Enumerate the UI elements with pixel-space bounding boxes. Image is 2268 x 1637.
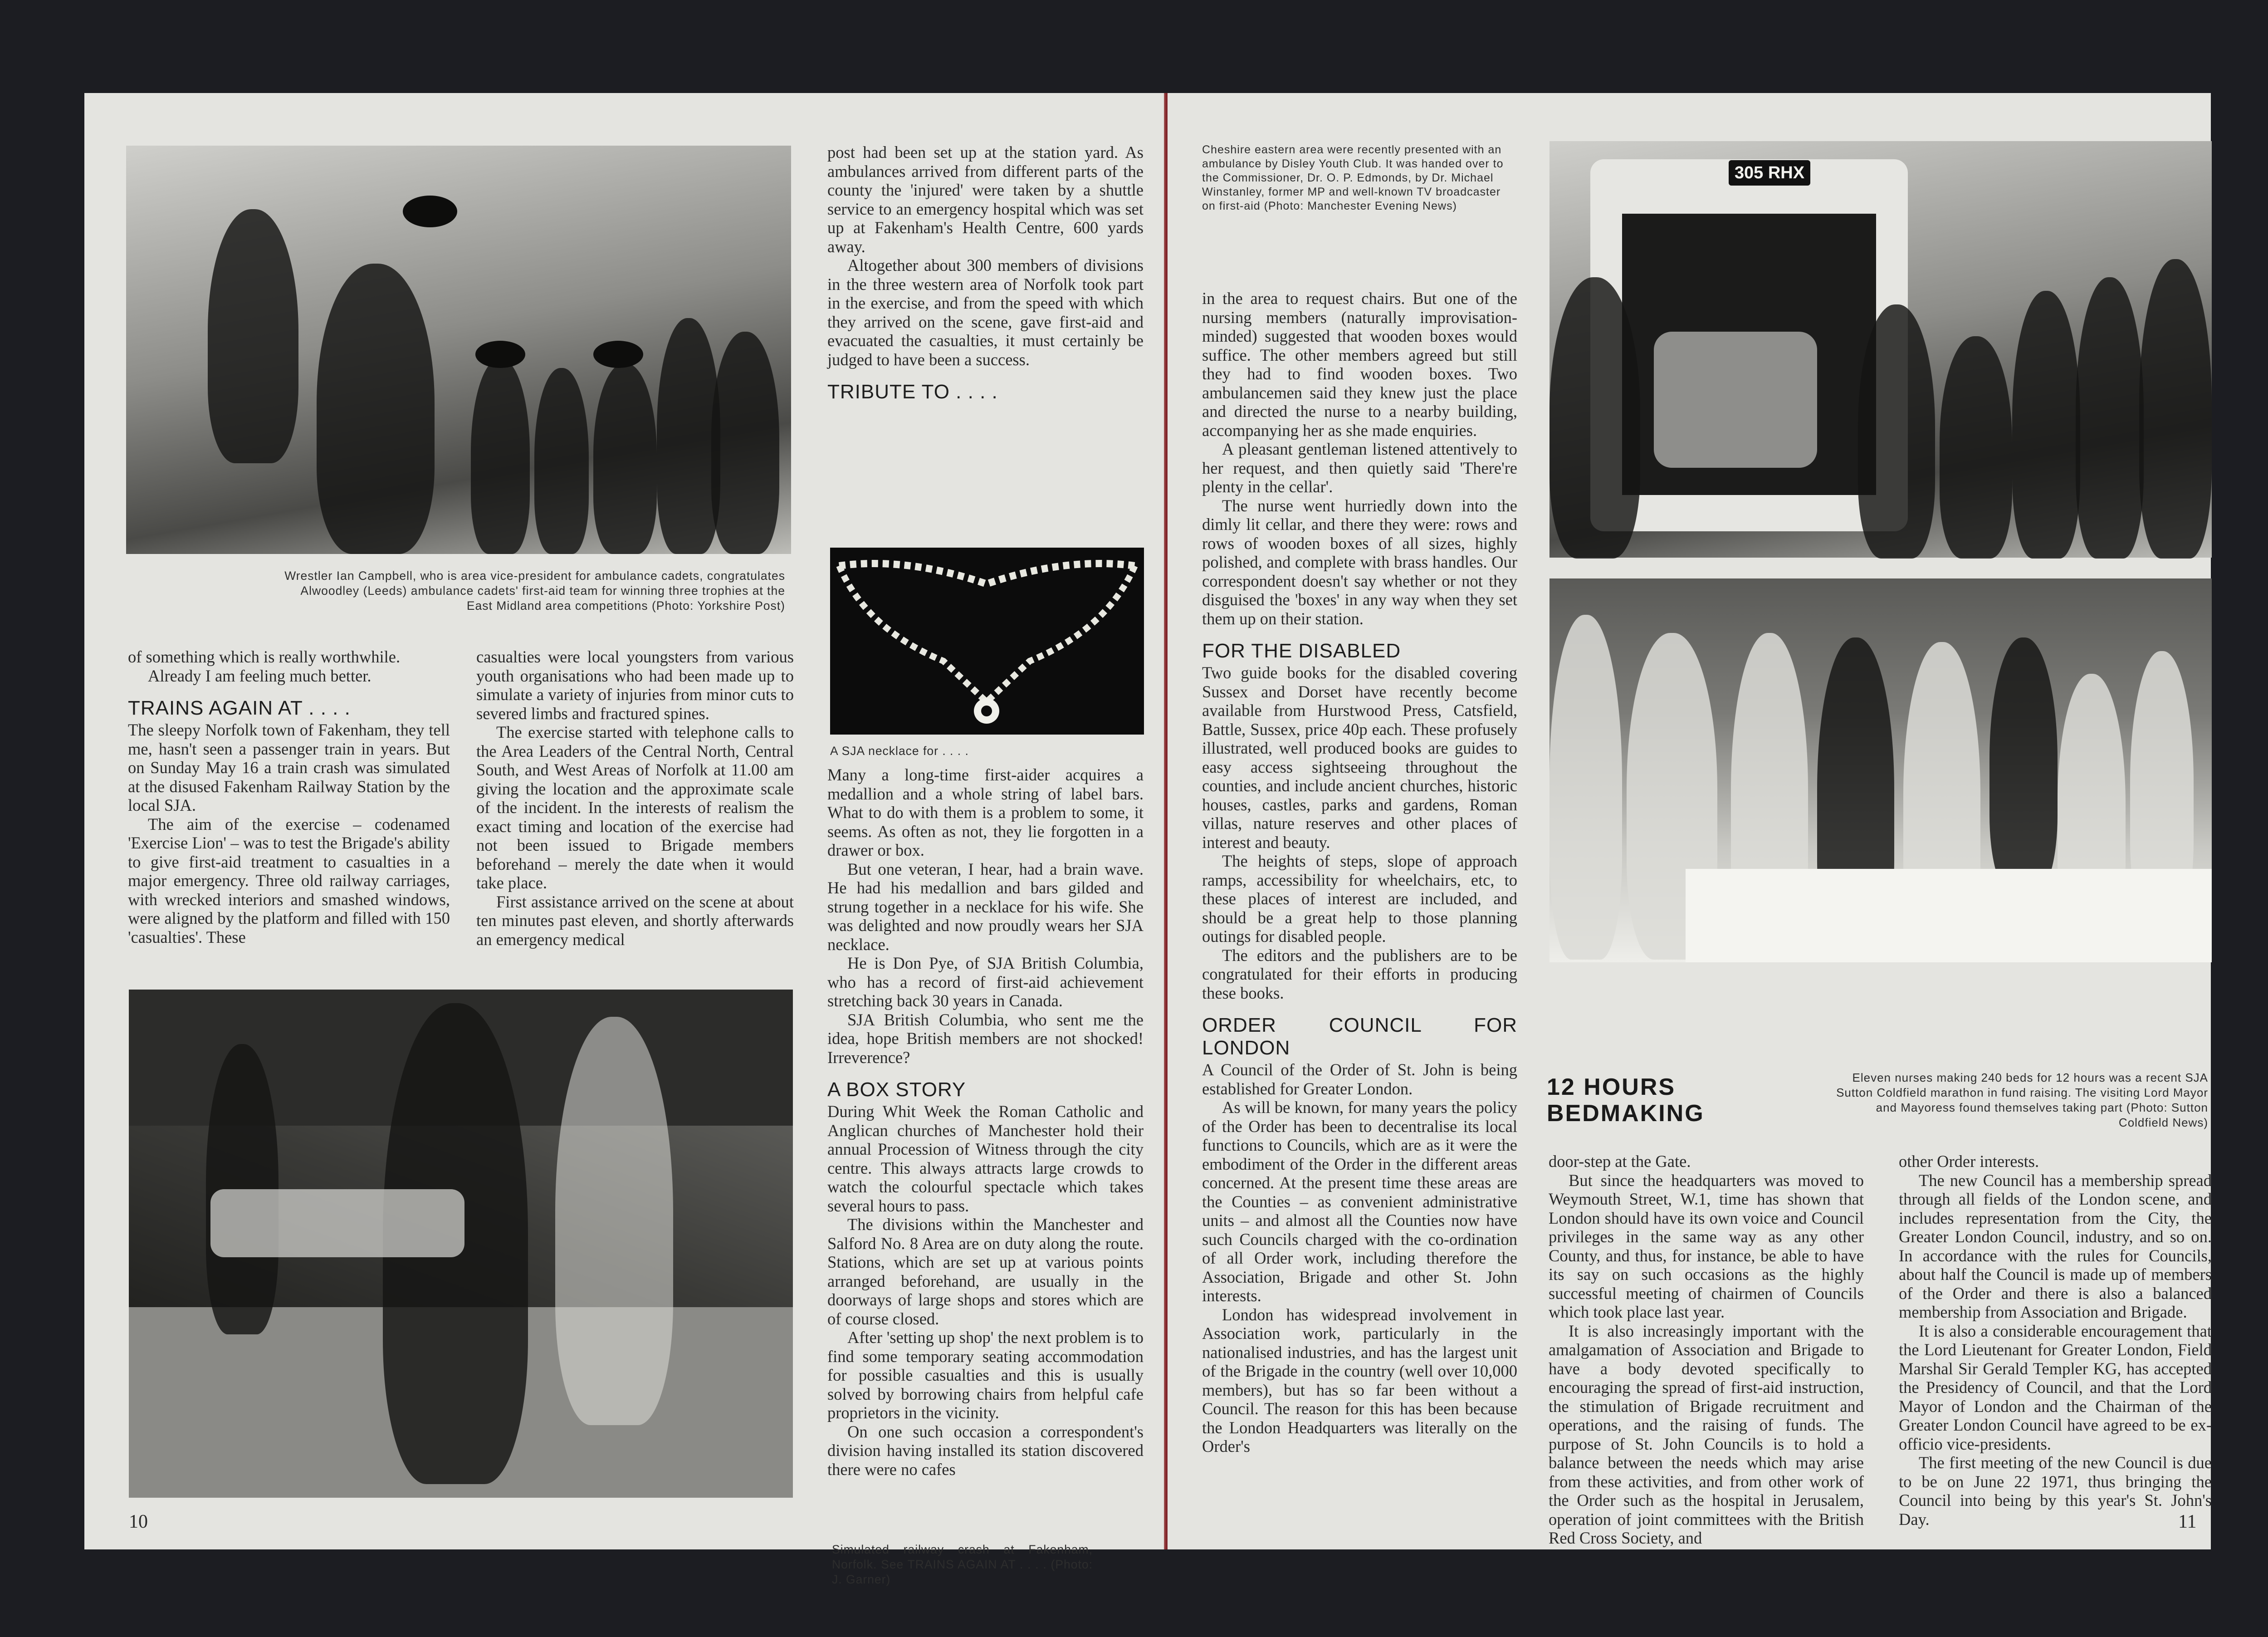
paragraph: A Council of the Order of St. John is being established for Greater London. — [1202, 1060, 1517, 1098]
right-column-1 — [1202, 289, 1517, 1456]
bedmaking-title-line-2: BEDMAKING — [1547, 1100, 1705, 1127]
paragraph: door-step at the Gate. — [1549, 1152, 1691, 1171]
photo-railway-crash — [129, 990, 793, 1498]
paragraph: The heights of steps, slope of approach ramps, accessibility for wheelchairs, etc, to these places of interest are included, and should be a great help to those planning outings for disabled people. — [1202, 852, 1517, 946]
paragraph: After 'setting up shop' the next problem is to find some temporary seating accommodation for possible casualties and this is usually solved by borrowing chairs from helpful cafe proprietors in the vicinity. — [827, 1328, 1144, 1422]
paragraph: post had been set up at the station yard. As ambulances arrived from different parts of the county the 'injured' were taken by a shuttle service to an emergency hospital which was set up at Fakenham's Health Centre, 600 yards away. — [827, 143, 1144, 256]
paragraph: The editors and the publishers are to be congratulated for their efforts in producing these books. — [1202, 946, 1517, 1002]
bedmaking-title — [1547, 1074, 1719, 1127]
right-page — [1168, 93, 2211, 1549]
paragraph: He is Don Pye, of SJA British Columbia, who has a record of first-aid achievement stretching back 30 years in Canada. — [827, 954, 1144, 1010]
paragraph: The sleepy Norfolk town of Fakenham, they tell me, hasn't seen a passenger train in years. But on Sunday May 16 a train crash was simulated at the disused Fakenham Railway Station by the local SJA. — [128, 720, 450, 814]
photo-cadets-trophies — [126, 146, 791, 554]
heading-order-council-for-london: ORDER COUNCIL FOR LONDON — [1202, 1014, 1517, 1059]
page-number-right: 11 — [2178, 1511, 2197, 1532]
paragraph: On one such occasion a correspondent's division having installed its station discovered there were no cafes — [827, 1422, 1144, 1479]
paragraph: Many a long-time first-aider acquires a medallion and a whole string of label bars. What to do with them is a problem to some, it seems. As often as not, they lie forgotten in a drawer or box. — [827, 765, 1144, 859]
paragraph: London has widespread involvement in Association work, particularly in the nationalised industries, and has the largest unit of the Brigade in the country (well over 10,000 members), but has so far been without a Council. The reason for this has been because the London Headquarters was literally on the Order's — [1202, 1305, 1517, 1456]
left-column-1 — [128, 647, 450, 946]
heading-a-box-story: A BOX STORY — [827, 1078, 966, 1101]
photo-cadets-caption: Wrestler Ian Campbell, who is area vice-president for ambulance cadets, congratulates Alwoodley (Leeds) ambulance cadets' first-aid team for winning three trophies at the East Midland area competitions (Photo: Yorkshire Post) — [284, 569, 785, 613]
right-column-2 — [1549, 1152, 1864, 1548]
paragraph: The divisions within the Manchester and Salford No. 8 Area are on duty along the route. Stations, which are set up at various points arranged beforehand, are usually in the doorways of large shops and stores which are of course closed. — [827, 1215, 1144, 1328]
right-column-3 — [1899, 1152, 2212, 1529]
license-plate: 305 RHX — [1729, 160, 1810, 186]
paragraph: As will be known, for many years the policy of the Order has been to decentralise its local functions to Councils, which are as it were the embodiment of the Order in the different areas concerned. At the present time these areas are the Counties – as convenient administrative units – and almost all the Counties now have such Councils charged with the co-ordination of all Order work, including therefore the Association, Brigade and other St. John interests. — [1202, 1098, 1517, 1305]
photo-ambulance-presentation — [1549, 141, 2212, 558]
ambulance-photo-caption: Cheshire eastern area were recently presented with an ambulance by Disley Youth Club. It was handed over to the Commissioner, Dr. O. P. Edmonds, by Dr. Michael Winstanley, former MP and well-known TV broadcaster on first-aid (Photo: Manchester Evening News) — [1202, 143, 1504, 212]
paragraph: During Whit Week the Roman Catholic and Anglican churches of Manchester hold their annual Procession of Witness through the city centre. This always attracts large crowds to watch the colourful spectacle which takes several hours to pass. — [827, 1102, 1144, 1215]
paragraph: The exercise started with telephone calls to the Area Leaders of the Central North, Central South, and West Areas of Norfolk at 11.00 am giving the location and the approximate scale of the incident. In the interests of realism the exact timing and location of the exercise had not been issued to Brigade members beforehand – merely the date when it would take place. — [476, 723, 794, 892]
paragraph: The first meeting of the new Council is due to be on June 22 1971, thus bringing the Council into being by this year's St. John's Day. — [1899, 1453, 2212, 1529]
left-column-3-top — [827, 143, 1144, 404]
left-column-3-bottom — [827, 765, 1144, 1479]
heading-for-the-disabled: FOR THE DISABLED — [1202, 640, 1401, 662]
carryover-line-1: of something which is really worthwhile. — [128, 647, 401, 666]
paragraph: The new Council has a membership spread through all fields of the London scene, and includes representation from the City, the Greater London Council, industry, and so on. In accordance with the rules for Councils, about half the Council is made up of members of the Order and there is also a balanced membership from Association and Brigade. — [1899, 1171, 2212, 1321]
paragraph: Altogether about 300 members of divisions in the three western area of Norfolk took part in the exercise, and from the speed with which they arrived on the scene, gave first-aid and evacuated the casualties, it must certainly be judged to have been a success. — [827, 256, 1144, 369]
paragraph: other Order interests. — [1899, 1152, 2039, 1171]
photo-nurses-bedmaking — [1549, 578, 2212, 962]
paragraph: casualties were local youngsters from various youth organisations who had been made up to simulate a variety of injuries from minor cuts to severed limbs and fractured spines. — [476, 647, 794, 723]
left-column-2 — [476, 647, 794, 949]
paragraph: It is also increasingly important with the amalgamation of Association and Brigade to have a body devoted specifically to encouraging the spread of first-aid instruction, the stimulation of Brigade recruitment and operations, and the raising of funds. The purpose of St. John Councils is to hold a balance between the needs which may arise from these activities, and from other work of the Order such as the hospital in Jerusalem, operation of joint committees with the British Red Cross Society, and — [1549, 1321, 1864, 1547]
paragraph: The nurse went hurriedly down into the dimly lit cellar, and there they were: rows and rows of wooden boxes of all sizes, highly polished, and complete with brass handles. Our correspondent doesn't say whether or not they disguised the 'boxes' in any way when they set them up on their station. — [1202, 496, 1517, 628]
paragraph: A pleasant gentleman listened attentively to her request, and then quietly said 'There're plenty in the cellar'. — [1202, 440, 1517, 496]
paragraph: It is also a considerable encouragement that the Lord Lieutenant for Greater London, Field Marshal Sir Gerald Templer KG, has accepted the Presidency of Council, and that the Lord Mayor of London and the Chairman of the Greater London Council have agreed to be ex-officio vice-presidents. — [1899, 1321, 2212, 1453]
photo-railway-crash-caption: Simulated railway crash at Fakenham, Norfolk. See TRAINS AGAIN AT . . . . (Photo: J. Garner) — [832, 1543, 1093, 1586]
paragraph: Two guide books for the disabled covering Sussex and Dorset have recently become available from Hurstwood Press, Catsfield, Battle, Sussex, price 40p each. These profusely illustrated, well produced books are guides to easy access sightseeing throughout the counties, and include ancient churches, historic houses, castles, parks and gardens, Roman villas, nature reserves and other places of interest and beauty. — [1202, 663, 1517, 852]
left-page — [84, 93, 1164, 1586]
heading-trains-again: TRAINS AGAIN AT . . . . — [128, 697, 351, 719]
paragraph: But one veteran, I hear, had a brain wave. He had his medallion and bars gilded and strung together in a necklace for his wife. She was delighted and now proudly wears her SJA necklace. — [827, 859, 1144, 954]
heading-tribute-to: TRIBUTE TO . . . . — [827, 381, 998, 403]
paragraph: in the area to request chairs. But one of the nursing members (naturally improvisation-minded) suggested that wooden boxes would suffice. The other members agreed but still they had to find wooden boxes. Two ambulancemen said they knew just the place and directed the nurse to a nearby building, accompanying her as she made enquiries. — [1202, 289, 1517, 440]
bedmaking-caption: Eleven nurses making 240 beds for 12 hours was a recent SJA Sutton Coldfield marathon in fund raising. The visiting Lord Mayor and Mayoress found themselves taking part (Photo: Sutton Coldfield News) — [1836, 1071, 2208, 1129]
necklace-icon — [830, 548, 1144, 735]
necklace-caption: A SJA necklace for . . . . — [830, 744, 969, 758]
paragraph: SJA British Columbia, who sent me the idea, hope British members are not shocked! Irreverence? — [827, 1010, 1144, 1067]
paragraph: First assistance arrived on the scene at about ten minutes past eleven, and shortly afterwards an emergency medical — [476, 892, 794, 949]
photo-sja-necklace — [830, 548, 1144, 735]
paragraph: But since the headquarters was moved to Weymouth Street, W.1, time has shown that London should have its own voice and Council privileges in the same way as any other County, and thus, for instance, be able to have its say on such occasions as the highly successful meeting of chairmen of Councils which took place last year. — [1549, 1171, 1864, 1321]
paragraph: The aim of the exercise – codenamed 'Exercise Lion' – was to test the Brigade's ability to give first-aid treatment to casualties in a major emergency. Three old railway carriages, with wrecked interiors and smashed windows, were aligned by the platform and filled with 150 'casualties'. These — [128, 814, 450, 946]
page-number-left: 10 — [129, 1511, 148, 1532]
bedmaking-title-line-1: 12 HOURS — [1547, 1074, 1676, 1100]
carryover-line-2: Already I am feeling much better. — [148, 666, 371, 685]
